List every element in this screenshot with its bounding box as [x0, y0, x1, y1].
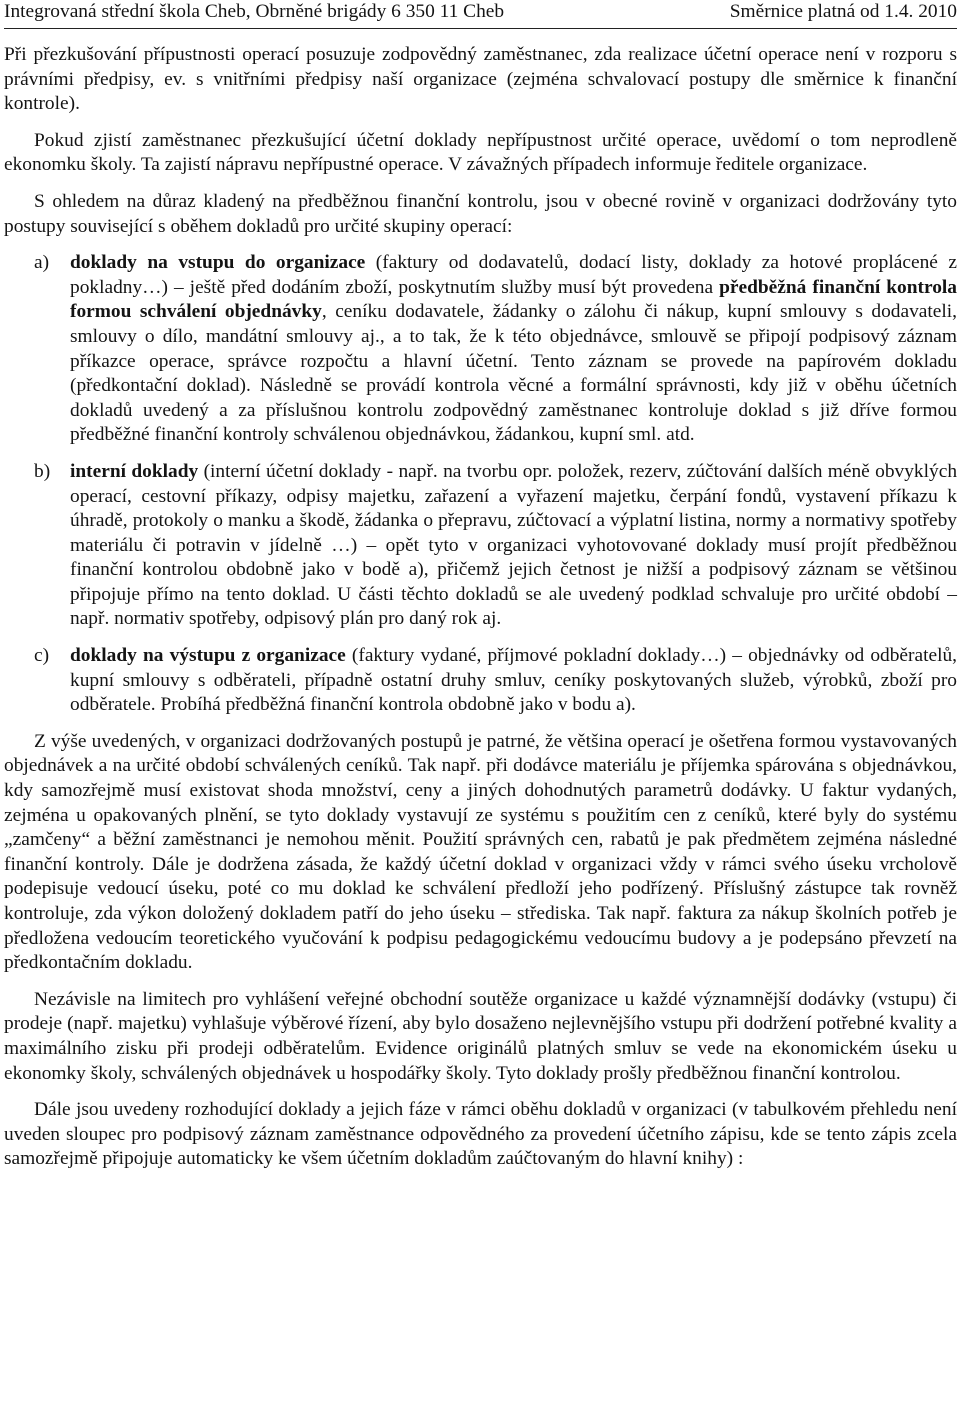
paragraph-procedures-intro: S ohledem na důraz kladený na předběžnou finanční kontrolu, jsou v obecné rovině v organizaci dodržovány tyto postupy související s oběhem dokladů pro určité skupiny operací: [4, 190, 957, 237]
item-b-text: (interní účetní doklady - např. na tvorbu opr. položek, rezerv, zúčtování dalších méně obvyklých operací, cestovní příkazy, odpisy majetku, zařazení a vyřazení majetku, čerpání fondů, vystavení příkazu k úhradě, protokoly o manku a škodě, žádanka o přepravu, zúčtovací a výplatní listina, normy a normativy spotřeby materiálu či potravin v jídelně …) – opět tyto v organizaci vyhotovované doklady musí projít předběžnou finanční kontrolou obdobně jako v bodě a), přičemž jejich četnost je nižší a podpisový záznam se většinou připojuje přímo na tento doklad. U části těchto dokladů se ale uvedený podklad schvaluje pro určité období – např. normativ spotřeby, odpisový plán pro daný rok aj. [70, 460, 958, 630]
list-marker: c) [34, 645, 50, 667]
page-header [4, 0, 957, 29]
list-item-b [4, 460, 957, 632]
header-validity: Směrnice platná od 1.4. 2010 [729, 1, 957, 22]
paragraph-inadmissible-operation: Pokud zjistí zaměstnanec přezkušující účetní doklady nepřípustnost určité operace, uvědomí o tom neprodleně ekonomku školy. Ta zajistí nápravu nepřípustné operace. V závažných případech informuje ředitele organizace. [4, 129, 957, 176]
list-item-c [4, 644, 957, 718]
list-item-a [4, 251, 957, 448]
paragraph-admissibility: Při přezkušování přípustnosti operací posuzuje zodpovědný zaměstnanec, zda realizace účetní operace není v rozporu s právními předpisy, ev. s vnitřními předpisy naší organizace (zejména schvalovací postupy dle směrnice k finanční kontrole). [4, 44, 957, 115]
list-marker: b) [34, 460, 51, 482]
item-a-emphasis: předběžná finanční kontrola formou schválení objednávky [70, 276, 957, 323]
header-school: Integrovaná střední škola Cheb, Obrněné brigády 6 350 11 Cheb [4, 1, 505, 22]
list-marker: a) [34, 252, 50, 274]
paragraph-tenders: Nezávisle na limitech pro vyhlášení veřejné obchodní soutěže organizace u každé významnější dodávky (vstupu) či prodeje (např. majetku) vyhlašuje výběrové řízení, aby bylo dosaženo nejlevnějšího vstupu při dodržení potřebné kvality a maximálního zisku při prodeji odběratelům. Evidence originálů platných smluv se vede na ekonomickém úseku u ekonomky školy, schválených objednávek u hospodářky školy. Tyto doklady prošly předběžnou finanční kontrolou. [4, 988, 957, 1084]
item-a-text-1: (faktury od dodavatelů, dodací listy, doklady za hotové proplácené z pokladny…) – ještě před dodáním zboží, poskytnutím služby musí být provedena [70, 252, 957, 298]
paragraph-document-phases: Dále jsou uvedeny rozhodující doklady a jejich fáze v rámci oběhu dokladů v organizaci (v tabulkovém přehledu není uveden sloupec pro podpisový záznam zaměstnance odpovědného za provedení účetního zápisu, kde se tento zápis zcela samozřejmě připojuje automaticky ke všem účetním dokladům zaúčtovaným do hlavní knihy) : [4, 1099, 957, 1170]
item-a-text-2: , ceníku dodavatele, žádanky o zálohu či nákup, kupní smlouvy s dodavateli, smlouvy o dílo, mandátní smlouvy aj., a to tak, že k této objednávce, smlouvě se připojí podpisový záznam příkazce operace, správce rozpočtu a hlavní účetní. Tento záznam se provede na papírovém dokladu (předkontační doklad). Následně se provádí kontrola věcné a formální správnosti, kdy již v oběhu účetních dokladů uvedený a za příslušnou kontrolu zodpovědný zaměstnanec kontroluje doklad s již dříve formou předběžné finanční kontroly schválenou objednávkou, žádankou, kupní sml. atd. [70, 301, 957, 446]
item-b-title: interní doklady [70, 460, 199, 482]
document-body [4, 29, 957, 1172]
paragraph-orders-pricelists: Z výše uvedených, v organizaci dodržovaných postupů je patrné, že většina operací je ošetřena formou vystavovaných objednávek a na určité období schválených ceníků. Tak např. při dodávce materiálu je příjemka spárována s objednávkou, kdy samozřejmě musí existovat shoda množství, ceny a jiných dohodnutých parametrů dodávky. U faktur vydaných, zejména u opakovaných plnění, se tyto doklady vystavují ze systému s použitím cen z ceníků, které byly do systému „zamčeny“ a běžní zaměstnanci je nemohou měnit. Použití správných cen, rabatů je pak předmětem zejména následné finanční kontroly. Dále je dodržena zásada, že každý účetní doklad v organizaci vždy v rámci svého úseku vrcholově podepisuje vedoucí úseku, poté co mu doklad ke schválení předloží jeho podřízený. Příslušný zástupce tak rovněž kontroluje, zda výkon doložený dokladem patří do jeho úseku – střediska. Tak např. faktura za nákup školních potřeb je předložena vedoucím teoretického vyučování k podpisu pedagogickému vedoucímu budovy a je podepsáno převzetí na předkontačním dokladu. [4, 730, 957, 974]
item-c-title: doklady na výstupu z organizace [70, 645, 346, 667]
item-a-title: doklady na vstupu do organizace [70, 252, 366, 274]
item-c-text: (faktury vydané, příjmové pokladní doklady…) – objednávky od odběratelů, kupní smlouvy s odběrateli, případně ostatní druhy smluv, ceníky poskytovaných služeb, výrobků, zboží pro odběratele. Probíhá předběžná finanční kontrola obdobně jako v bodu a). [70, 645, 957, 716]
